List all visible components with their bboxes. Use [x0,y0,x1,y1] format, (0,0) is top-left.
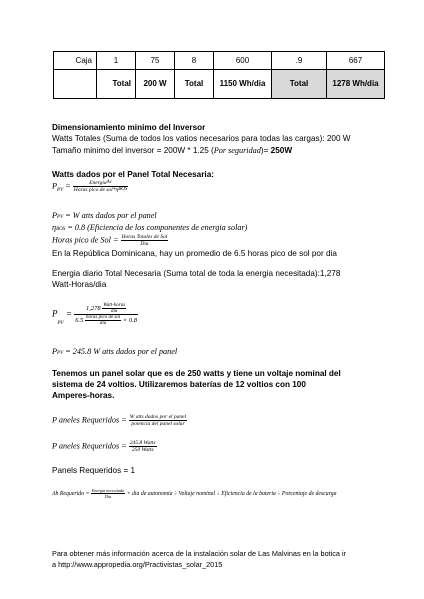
load-summary-table [53,51,385,99]
table-row [54,52,385,70]
eq4-numerator: W atts dados por el panel [129,414,187,420]
eq1-equals: = [63,181,73,191]
eq2-fraction [74,303,138,326]
battery-paragraph [52,368,341,401]
ah-denominator: Dia [104,494,112,499]
table-cell: Total [175,70,214,99]
eq1-denominator-sub: BOS [118,187,128,192]
table-cell: 1 [97,52,136,70]
def1-sub: PV [57,215,64,220]
table-row [54,70,385,99]
eq3-lhs: P [52,347,58,356]
eq1-lhs: P [52,181,58,191]
ah-lhs: Ah Requerido = [52,490,91,497]
footer-link[interactable]: a http://www.appropedia.org/Practivistas_solar_2015 [52,560,223,569]
table-cell: 1278 Wh/dia [327,70,385,99]
energy-line-2: Watt-Horas/dia [52,280,107,289]
eq1-numerator-sub: Ac [106,180,112,185]
def2-text: = 0.8 (Eficiencia de los componentes de energia solar) [65,223,248,232]
battery-para-line-3: Amperes-horas. [52,391,115,400]
eq3-text: = 245.8 W atts dados por el panel [63,347,178,356]
eq2-den-unit-den: dia [99,321,107,326]
eq2-den-suffix: × 0.8 [121,316,138,324]
panel-heading: Watts dados por el Panel Total Necesaria: [52,170,214,179]
table-cell: 8 [175,52,214,70]
ah-equation [52,488,337,499]
table-cell: Total [97,70,136,99]
eq2-den-value: 6.5 [75,316,85,324]
inverter-size-italic: Por seguridad [213,146,261,155]
eq4-denominator: potencia del panel solar [131,421,185,427]
def3-fraction [121,234,169,247]
footer-note [52,548,346,570]
def3-denominator: Dia [140,241,149,247]
eq1-fraction [73,180,129,193]
ah-numerator: Energia necesitada [91,488,125,493]
eq2-den-unit-num: horas pico de sol [85,315,121,320]
def3-text: Horas pico de Sol = [52,235,121,245]
table-cell: .9 [272,52,327,70]
inverter-size-middle: )= [260,146,271,155]
table-cell: 75 [136,52,175,70]
definition-ppv [52,211,157,220]
def1-text: = W atts dados por el panel [63,211,157,220]
definition-eta [52,223,247,232]
inverter-heading: Dimensionamiento minimo del Inversor [52,123,206,132]
table-cell: 200 W [136,70,175,99]
watts-total-line: Watts Totales (Suma de todos los vatios necesarios para todas las cargas): 200 W [52,134,351,143]
table-cell: Total [272,70,327,99]
eq2-num-unit-den: dia [111,309,118,314]
dr-sun-hours-note: En la República Dominicana, hay un promedio de 6.5 horas pico de sol por dia [52,249,337,258]
table-cell: Caja [54,52,97,70]
eq2-lhs-sub: PV [57,321,64,326]
battery-para-line-2: sistema de 24 voltios. Utilizaremos baterías de 12 voltios con 100 [52,380,306,389]
eq2-num-value: 1,278 [85,304,103,312]
def3-numerator: Horas Totales de Sol [121,234,168,240]
footer-line-1: Para obtener más información acerca de la instalación solar de Las Malvinas en la botica ir [52,549,347,558]
def1-symbol: P [52,211,58,220]
table-cell: 667 [327,52,385,70]
eq5-fraction [129,440,157,453]
eq4-lhs: P aneles Requeridos = [52,415,129,425]
inverter-size-line [52,146,292,156]
ah-fraction [91,488,125,499]
eq1-lhs-sub: PV [57,188,64,193]
panel-equation-3 [52,347,177,356]
eq5-denominator: 250 Watts [131,447,154,453]
eq1-numerator: Energia [89,180,107,186]
eq2-num-unit-num: Watt-horas [103,303,126,308]
panels-result: Panels Requeridos = 1 [52,466,136,475]
energy-line-1: Energia diario Total Necesaria (Suma total de toda la energia necesitada):1,278 [52,269,341,278]
panels-equation-1 [52,414,187,427]
def2-symbol: η [52,223,57,232]
battery-para-line-1: Tenemos un panel solar que es de 250 watts y tiene un voltaje nominal del [52,369,341,378]
definition-sun-hours [52,234,168,247]
ah-rest: × dia de autonomia ÷ Voltaje nominal ÷ Eficiencia de la bateria ÷ Porcentaje de descarga [125,490,337,497]
inverter-size-result: 250W [270,146,293,155]
table-cell: 600 [214,52,272,70]
panel-equation-2: PPV = 1,278 $\frac{\text{Watt-horas}}{\text{dia}}$ 6.5 $\frac{\text{horas pico de sol}}{\text{dia}}$ × 0.8 [52,303,138,326]
eq5-lhs: P aneles Requeridos = [52,441,129,451]
eq4-fraction [129,414,187,427]
eq1-denominator: Horas pico de sol*η [73,187,119,193]
panels-equation-2 [52,440,157,453]
inverter-size-prefix: Tamaño minimo del inversor = 200W * 1.25 ( [52,146,214,155]
eq5-numerator: 245.8 Watts [129,440,156,446]
table-cell [54,70,97,99]
def2-sub: BOS [56,227,66,232]
panel-equation-1 [52,180,128,193]
table-cell: 1150 Wh/dia [214,70,272,99]
eq2-lhs: P [52,308,58,319]
eq3-lhs-sub: PV [57,351,64,356]
